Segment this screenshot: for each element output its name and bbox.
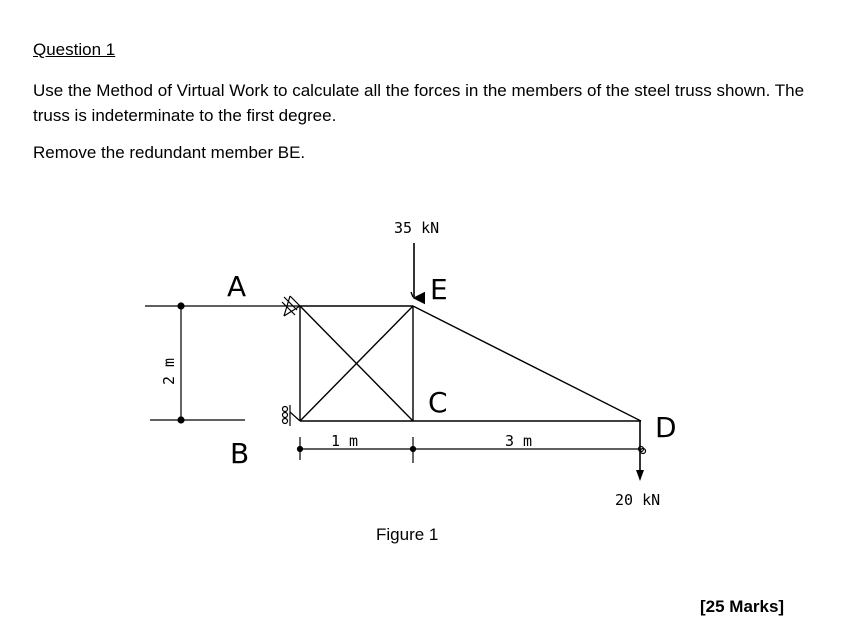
dim-label-height: 2 m	[160, 357, 178, 385]
roller-support-b	[283, 405, 301, 426]
marks-label: [25 Marks]	[700, 597, 785, 616]
load-label-bottom: 20 kN	[615, 491, 661, 509]
question-text: Use the Method of Virtual Work to calculate all the forces in the members of the steel truss shown. The truss is indeterminate to the first degree.	[33, 81, 805, 125]
node-label-a: A	[227, 270, 247, 303]
question-instruction: Remove the redundant member BE.	[33, 143, 306, 162]
node-label-e: E	[430, 273, 448, 306]
node-label-c: C	[428, 386, 448, 419]
node-label-b: B	[230, 437, 250, 470]
dim-label-span2: 3 m	[505, 432, 533, 450]
question-title: Question 1	[33, 40, 116, 59]
node-label-d: D	[655, 411, 677, 444]
figure-caption: Figure 1	[376, 525, 439, 544]
load-label-top: 35 kN	[394, 219, 440, 237]
dim-label-span1: 1 m	[331, 432, 359, 450]
truss-members	[300, 306, 641, 421]
